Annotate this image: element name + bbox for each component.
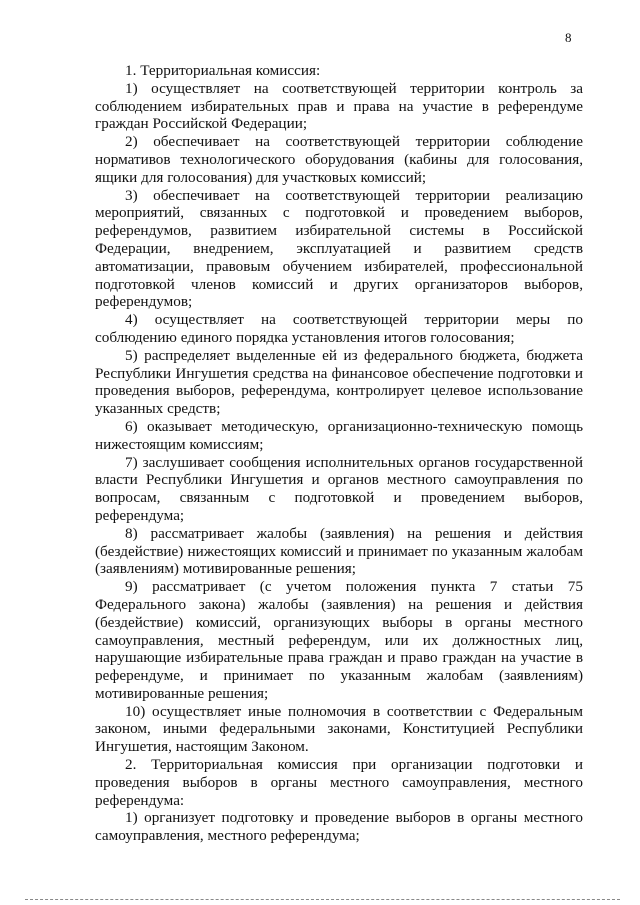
- paragraph-item-1: 1) осуществляет на соответствующей территории контроль за соблюдением избирательных прав и права на участие в референдуме граждан Российской Федерации;: [95, 79, 583, 133]
- paragraph-section-2-item-1: 1) организует подготовку и проведение выборов в органы местного самоуправления, местного референдума;: [95, 809, 583, 845]
- paragraph-item-8: 8) рассматривает жалобы (заявления) на решения и действия (бездействие) нижестоящих комиссий и принимает по указанным жалобам (заявлениям) мотивированные решения;: [95, 524, 583, 578]
- paragraph-item-4: 4) осуществляет на соответствующей территории меры по соблюдению единого порядка установления итогов голосования;: [95, 311, 583, 346]
- paragraph-item-5: 5) распределяет выделенные ей из федерального бюджета, бюджета Республики Ингушетия средства на финансовое обеспечение подготовки и проведения выборов, референдума, контролирует целевое использование указанных средств;: [95, 346, 583, 418]
- footer-divider: [25, 899, 620, 901]
- paragraph-item-9: 9) рассматривает (с учетом положения пункта 7 статьи 75 Федерального закона) жалобы (заявления) на решения и действия (бездействие) комиссий, организующих выборы в органы местного самоуправления, местный референдум, или их должностных лиц, нарушающие избирательные права граждан и право граждан на участие в референдуме, и принимает по указанным жалобам (заявлениям) мотивированные решения;: [95, 578, 583, 702]
- paragraph-section-2-heading: 2. Территориальная комиссия при организации подготовки и проведения выборов в органы местного самоуправления, местного референдума:: [95, 756, 583, 809]
- paragraph-item-7: 7) заслушивает сообщения исполнительных органов государственной власти Республики Ингушетия и органов местного самоуправления по вопросам, связанным с подготовкой и проведением выборов, референдума;: [95, 453, 583, 524]
- paragraph-item-3: 3) обеспечивает на соответствующей территории реализацию мероприятий, связанных с подготовкой и проведением выборов, референдумов, развитием избирательной системы в Российской Федерации, внедрением, эксплуатацией и развитием средств автоматизации, правовым обучением избирателей, профессиональной подготовкой членов комиссий и других организаторов выборов, референдумов;: [95, 186, 583, 311]
- paragraph-item-6: 6) оказывает методическую, организационно-техническую помощь нижестоящим комиссиям;: [95, 417, 583, 453]
- document-body: [95, 62, 583, 845]
- page-number: 8: [565, 30, 572, 45]
- paragraph-item-10: 10) осуществляет иные полномочия в соответствии с Федеральным законом, иными федеральными законами, Конституцией Республики Ингушетия, настоящим Законом.: [95, 702, 583, 756]
- paragraph-section-1-heading: 1. Территориальная комиссия:: [125, 62, 321, 79]
- paragraph-item-2: 2) обеспечивает на соответствующей территории соблюдение нормативов технологического оборудования (кабины для голосования, ящики для голосования) для участковых комиссий;: [95, 133, 583, 186]
